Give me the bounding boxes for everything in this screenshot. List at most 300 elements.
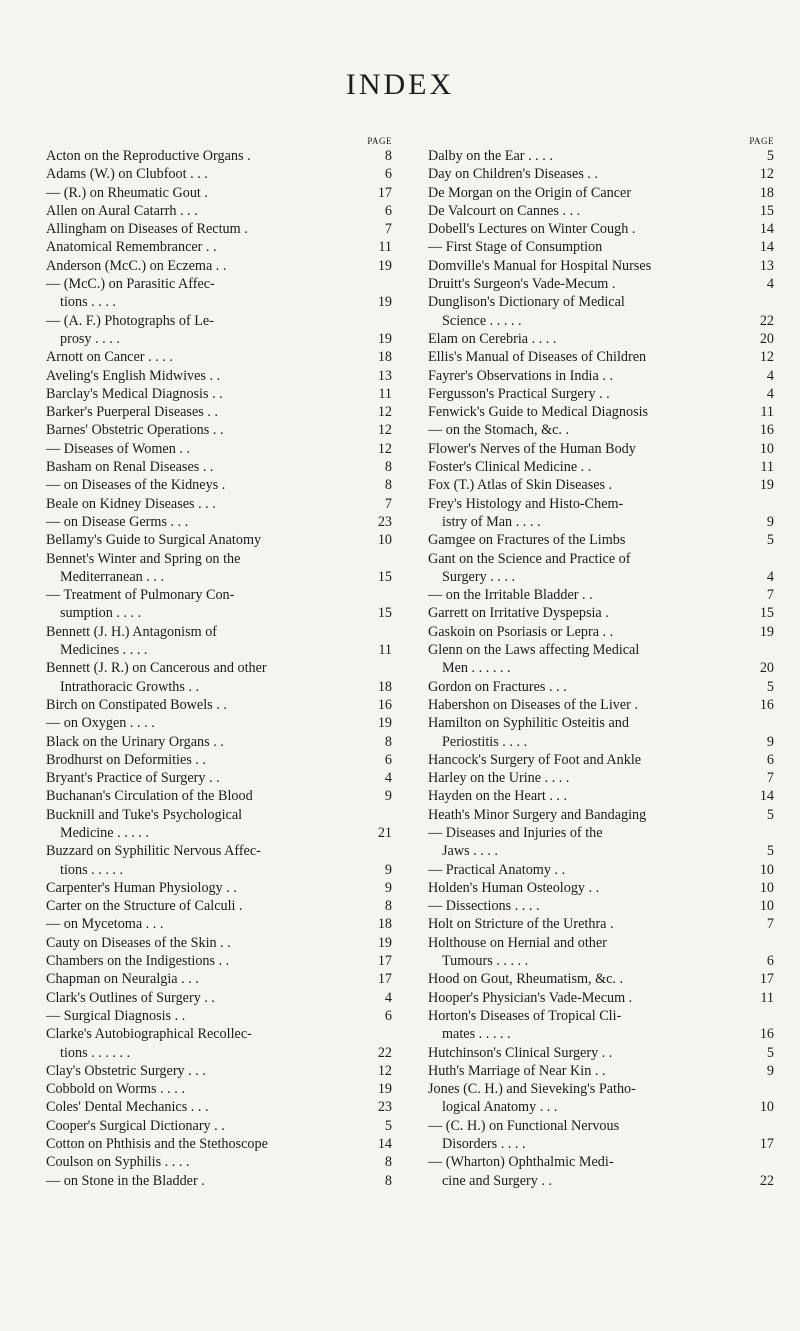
index-entry bbox=[428, 1007, 778, 1025]
index-entry-text: Cobbold on Worms . . . . bbox=[46, 1081, 185, 1098]
index-entry-page: 6 bbox=[384, 1007, 392, 1024]
index-entry-page: 6 bbox=[766, 751, 774, 768]
index-entry bbox=[428, 586, 778, 604]
index-entry bbox=[428, 1153, 778, 1171]
index-entry-text: Black on the Urinary Organs . . bbox=[46, 733, 224, 750]
index-entry-text: Cotton on Phthisis and the Stethoscope bbox=[46, 1136, 268, 1153]
index-entry-page: 16 bbox=[377, 696, 392, 713]
index-entry bbox=[428, 641, 778, 659]
index-entry bbox=[46, 989, 396, 1007]
index-entry-text: Habershon on Diseases of the Liver . bbox=[428, 696, 638, 713]
index-column-left bbox=[46, 135, 396, 1190]
index-entry-text: Fenwick's Guide to Medical Diagnosis bbox=[428, 404, 649, 421]
index-entry-text: Bucknill and Tuke's Psychological bbox=[46, 806, 243, 823]
index-entry bbox=[428, 952, 778, 970]
index-entry bbox=[428, 550, 778, 568]
index-entry-text: Chambers on the Indigestions . . bbox=[46, 953, 230, 970]
index-entry bbox=[428, 330, 778, 348]
index-entry-page: 17 bbox=[377, 184, 392, 201]
index-entry-text: Carter on the Structure of Calculi . bbox=[46, 898, 243, 915]
index-entry bbox=[46, 531, 396, 549]
index-entry-page: 19 bbox=[759, 623, 774, 640]
index-entry-page: 22 bbox=[759, 1172, 774, 1189]
index-entry bbox=[428, 495, 778, 513]
index-entry bbox=[46, 1007, 396, 1025]
index-entry bbox=[46, 165, 396, 183]
index-entry bbox=[46, 257, 396, 275]
index-entry-page: 12 bbox=[377, 404, 392, 421]
index-entry-text: prosy . . . . bbox=[60, 330, 120, 347]
index-entry-text: Elam on Cerebria . . . . bbox=[428, 330, 557, 347]
index-entry-page: 7 bbox=[766, 587, 774, 604]
index-entry bbox=[428, 184, 778, 202]
index-entry-page: 5 bbox=[384, 1117, 392, 1134]
index-entry-page: 9 bbox=[766, 513, 774, 530]
index-entry-page: 15 bbox=[759, 202, 774, 219]
index-entry-text: Flower's Nerves of the Human Body bbox=[428, 440, 636, 457]
index-entry-text: — Treatment of Pulmonary Con- bbox=[46, 587, 235, 604]
index-entry-page: 8 bbox=[384, 1172, 392, 1189]
index-entry-text: Science . . . . . bbox=[442, 312, 522, 329]
index-entry-page: 14 bbox=[759, 221, 774, 238]
index-entry bbox=[428, 1172, 778, 1190]
index-entry-page: 6 bbox=[384, 166, 392, 183]
index-entry-page: 19 bbox=[377, 294, 392, 311]
index-entry-page: 18 bbox=[377, 349, 392, 366]
index-entry-page: 12 bbox=[759, 166, 774, 183]
index-entry-page: 9 bbox=[384, 788, 392, 805]
index-entry-text: Barker's Puerperal Diseases . . bbox=[46, 404, 218, 421]
index-entry bbox=[428, 769, 778, 787]
index-entry-page: 8 bbox=[384, 459, 392, 476]
index-entry bbox=[46, 678, 396, 696]
index-entry-text: Cauty on Diseases of the Skin . . bbox=[46, 934, 231, 951]
index-entry-page: 5 bbox=[766, 843, 774, 860]
index-entry-text: mates . . . . . bbox=[442, 1026, 511, 1043]
index-entry-text: Basham on Renal Diseases . . bbox=[46, 459, 214, 476]
index-entry bbox=[428, 293, 778, 311]
index-entry-text: Intrathoracic Growths . . bbox=[60, 678, 200, 695]
index-entry-text: Holden's Human Osteology . . bbox=[428, 879, 600, 896]
index-entry-text: tions . . . . . . bbox=[60, 1044, 131, 1061]
index-entry-page: 10 bbox=[759, 861, 774, 878]
index-entry bbox=[46, 293, 396, 311]
index-entry-text: Hood on Gout, Rheumatism, &c. . bbox=[428, 971, 624, 988]
index-entry-page: 16 bbox=[759, 1026, 774, 1043]
index-entry-page: 11 bbox=[760, 404, 774, 421]
index-entry bbox=[46, 733, 396, 751]
index-entry bbox=[428, 257, 778, 275]
index-entry-text: Arnott on Cancer . . . . bbox=[46, 349, 173, 366]
index-entry-page: 11 bbox=[760, 989, 774, 1006]
index-entry-text: Acton on the Reproductive Organs . bbox=[46, 148, 251, 164]
index-entry bbox=[46, 1117, 396, 1135]
index-entry-text: De Valcourt on Cannes . . . bbox=[428, 202, 581, 219]
index-entry-text: Buzzard on Syphilitic Nervous Affec- bbox=[46, 843, 261, 860]
index-entry bbox=[46, 934, 396, 952]
index-entry-text: — on Stone in the Bladder . bbox=[46, 1172, 205, 1189]
index-entry-text: Bellamy's Guide to Surgical Anatomy bbox=[46, 532, 262, 549]
index-entry-text: Bryant's Practice of Surgery . . bbox=[46, 770, 220, 787]
index-entry-page: 20 bbox=[759, 660, 774, 677]
index-entry bbox=[428, 458, 778, 476]
index-entry bbox=[46, 495, 396, 513]
index-entry-text: — on the Irritable Bladder . . bbox=[428, 587, 593, 604]
index-entry-text: tions . . . . . bbox=[60, 861, 124, 878]
index-entry-page: 15 bbox=[377, 568, 392, 585]
index-entry bbox=[428, 421, 778, 439]
index-entry-text: Cooper's Surgical Dictionary . . bbox=[46, 1117, 225, 1134]
index-entry bbox=[46, 348, 396, 366]
index-entry bbox=[46, 202, 396, 220]
index-entry-text: Periostitis . . . . bbox=[442, 733, 528, 750]
index-entry-page: 15 bbox=[759, 605, 774, 622]
index-entry bbox=[428, 476, 778, 494]
index-entry-text: — on Oxygen . . . . bbox=[46, 715, 155, 732]
index-entry-page: 5 bbox=[766, 678, 774, 695]
index-entry bbox=[428, 604, 778, 622]
index-entry-text: — on Diseases of the Kidneys . bbox=[46, 477, 226, 494]
index-entry bbox=[428, 202, 778, 220]
index-entry bbox=[46, 184, 396, 202]
index-entry bbox=[428, 806, 778, 824]
index-entry-text: Gordon on Fractures . . . bbox=[428, 678, 567, 695]
index-entry-page: 11 bbox=[760, 459, 774, 476]
index-entry-text: istry of Man . . . . bbox=[442, 513, 541, 530]
index-entry-text: — (Wharton) Ophthalmic Medi- bbox=[428, 1154, 614, 1171]
index-entry bbox=[428, 385, 778, 403]
index-entry-page: 17 bbox=[759, 1136, 774, 1153]
index-entry-page: 7 bbox=[384, 221, 392, 238]
index-entry bbox=[46, 897, 396, 915]
index-entry bbox=[46, 312, 396, 330]
index-entry-page: 6 bbox=[384, 751, 392, 768]
index-entry-page: 11 bbox=[378, 642, 392, 659]
index-entry-page: 22 bbox=[759, 312, 774, 329]
index-entry-text: Medicines . . . . bbox=[60, 642, 148, 659]
index-entry-page: 6 bbox=[766, 953, 774, 970]
index-entry-page: 8 bbox=[384, 1154, 392, 1171]
index-entry bbox=[428, 348, 778, 366]
index-entry-page: 4 bbox=[766, 385, 774, 402]
index-entry-page: 16 bbox=[759, 422, 774, 439]
index-entry-text: — Diseases and Injuries of the bbox=[428, 824, 603, 841]
index-entry bbox=[46, 1025, 396, 1043]
index-entry bbox=[428, 1062, 778, 1080]
index-entry-page: 9 bbox=[384, 861, 392, 878]
index-entry-text: — Diseases of Women . . bbox=[46, 440, 190, 457]
index-entry bbox=[46, 1044, 396, 1062]
index-entry bbox=[46, 220, 396, 238]
index-entry-page: 9 bbox=[766, 733, 774, 750]
index-entry-text: — (A. F.) Photographs of Le- bbox=[46, 312, 214, 329]
index-entry-text: — Practical Anatomy . . bbox=[428, 861, 566, 878]
index-entry-text: — First Stage of Consumption bbox=[428, 239, 603, 256]
index-entry bbox=[428, 147, 778, 165]
index-entry-text: — (McC.) on Parasitic Affec- bbox=[46, 276, 215, 293]
index-entry bbox=[428, 220, 778, 238]
index-entry bbox=[46, 696, 396, 714]
index-entry bbox=[428, 1117, 778, 1135]
index-entry-page: 5 bbox=[766, 806, 774, 823]
index-entry bbox=[46, 861, 396, 879]
index-entry bbox=[46, 440, 396, 458]
index-entry-text: Adams (W.) on Clubfoot . . . bbox=[46, 166, 208, 183]
index-entry bbox=[428, 275, 778, 293]
index-entry bbox=[46, 714, 396, 732]
index-entry bbox=[428, 897, 778, 915]
index-entry-text: sumption . . . . bbox=[60, 605, 142, 622]
index-entry-page: 4 bbox=[384, 770, 392, 787]
index-entry-text: Bennett (J. R.) on Cancerous and other bbox=[46, 660, 267, 677]
index-entry bbox=[428, 623, 778, 641]
index-entry-text: Day on Children's Diseases . . bbox=[428, 166, 599, 183]
index-entry-page: 8 bbox=[384, 148, 392, 164]
index-entry bbox=[46, 769, 396, 787]
index-entry bbox=[46, 824, 396, 842]
index-entry-text: Jaws . . . . bbox=[442, 843, 498, 860]
index-entry-text: Surgery . . . . bbox=[442, 568, 516, 585]
index-entry-page: 8 bbox=[384, 733, 392, 750]
index-entry bbox=[428, 678, 778, 696]
index-entry-text: Hamilton on Syphilitic Osteitis and bbox=[428, 715, 629, 732]
index-entry bbox=[428, 714, 778, 732]
index-entry-page: 20 bbox=[759, 330, 774, 347]
index-entry-text: — Surgical Diagnosis . . bbox=[46, 1007, 186, 1024]
index-entry-page: 17 bbox=[377, 971, 392, 988]
index-entry-text: De Morgan on the Origin of Cancer bbox=[428, 184, 632, 201]
index-entry-text: Holthouse on Hernial and other bbox=[428, 934, 607, 951]
index-entry-page: 8 bbox=[384, 477, 392, 494]
index-entry bbox=[46, 1153, 396, 1171]
index-entry bbox=[428, 751, 778, 769]
index-entry-text: Huth's Marriage of Near Kin . . bbox=[428, 1062, 606, 1079]
index-entry-text: logical Anatomy . . . bbox=[442, 1099, 558, 1116]
index-entry-page: 13 bbox=[377, 367, 392, 384]
index-entry-text: — (R.) on Rheumatic Gout . bbox=[46, 184, 208, 201]
index-entry-page: 13 bbox=[759, 257, 774, 274]
index-entry-text: Ellis's Manual of Diseases of Children bbox=[428, 349, 647, 366]
index-entry-page: 4 bbox=[766, 367, 774, 384]
index-entry-page: 7 bbox=[384, 495, 392, 512]
index-entry-text: Coulson on Syphilis . . . . bbox=[46, 1154, 190, 1171]
index-entry-page: 10 bbox=[759, 898, 774, 915]
index-entry bbox=[428, 1044, 778, 1062]
index-entry bbox=[428, 1098, 778, 1116]
index-entry-text: Hayden on the Heart . . . bbox=[428, 788, 568, 805]
index-entry-text: Clay's Obstetric Surgery . . . bbox=[46, 1062, 206, 1079]
index-entry bbox=[46, 641, 396, 659]
index-entry-text: tions . . . . bbox=[60, 294, 116, 311]
index-entry-text: — on the Stomach, &c. . bbox=[428, 422, 570, 439]
index-entry-text: Brodhurst on Deformities . . bbox=[46, 751, 206, 768]
index-entry bbox=[46, 1172, 396, 1190]
index-entry-page: 23 bbox=[377, 1099, 392, 1116]
index-entry-text: Gant on the Science and Practice of bbox=[428, 550, 631, 567]
index-entry-text: Gaskoin on Psoriasis or Lepra . . bbox=[428, 623, 614, 640]
index-entry bbox=[46, 330, 396, 348]
index-entry-page: 4 bbox=[766, 276, 774, 293]
index-entry-text: Men . . . . . . bbox=[442, 660, 511, 677]
index-entry bbox=[428, 861, 778, 879]
index-entry bbox=[46, 659, 396, 677]
index-entry-text: Chapman on Neuralgia . . . bbox=[46, 971, 199, 988]
index-entry-page: 11 bbox=[378, 385, 392, 402]
index-entry-text: Allingham on Diseases of Rectum . bbox=[46, 221, 248, 238]
index-entry bbox=[428, 696, 778, 714]
index-entry-text: — on Mycetoma . . . bbox=[46, 916, 164, 933]
index-entry bbox=[46, 751, 396, 769]
index-entry-text: Fayrer's Observations in India . . bbox=[428, 367, 613, 384]
index-entry-page: 9 bbox=[766, 1062, 774, 1079]
index-entry-page: 11 bbox=[378, 239, 392, 256]
index-entry-page: 12 bbox=[377, 440, 392, 457]
index-entry-text: Holt on Stricture of the Urethra . bbox=[428, 916, 614, 933]
index-entry-text: Carpenter's Human Physiology . . bbox=[46, 879, 237, 896]
index-entry-text: Beale on Kidney Diseases . . . bbox=[46, 495, 216, 512]
index-entry-text: cine and Surgery . . bbox=[442, 1172, 553, 1189]
index-entry-text: Hutchinson's Clinical Surgery . . bbox=[428, 1044, 613, 1061]
index-entry-text: Dobell's Lectures on Winter Cough . bbox=[428, 221, 636, 238]
index-entry bbox=[46, 787, 396, 805]
index-entry-text: Coles' Dental Mechanics . . . bbox=[46, 1099, 209, 1116]
index-entry bbox=[46, 1080, 396, 1098]
index-entry-page: 14 bbox=[377, 1136, 392, 1153]
index-entry bbox=[428, 513, 778, 531]
index-entry bbox=[428, 970, 778, 988]
index-entry bbox=[46, 1062, 396, 1080]
index-list-left bbox=[46, 147, 396, 1190]
index-entry-page: 19 bbox=[377, 330, 392, 347]
index-entry-page: 7 bbox=[766, 916, 774, 933]
index-entry-page: 19 bbox=[377, 934, 392, 951]
index-entry bbox=[46, 623, 396, 641]
index-entry-text: Barclay's Medical Diagnosis . . bbox=[46, 385, 223, 402]
index-entry bbox=[428, 1025, 778, 1043]
index-entry bbox=[428, 915, 778, 933]
index-entry-page: 19 bbox=[377, 715, 392, 732]
index-entry bbox=[46, 513, 396, 531]
index-entry bbox=[428, 787, 778, 805]
index-entry-text: Buchanan's Circulation of the Blood bbox=[46, 788, 253, 805]
index-entry-page: 7 bbox=[766, 770, 774, 787]
index-entry bbox=[428, 824, 778, 842]
index-entry-text: Fox (T.) Atlas of Skin Diseases . bbox=[428, 477, 613, 494]
index-entry bbox=[428, 1135, 778, 1153]
index-entry-page: 14 bbox=[759, 788, 774, 805]
index-entry-page: 6 bbox=[384, 202, 392, 219]
index-entry-page: 14 bbox=[759, 239, 774, 256]
index-entry-text: Barnes' Obstetric Operations . . bbox=[46, 422, 224, 439]
index-entry-text: Hancock's Surgery of Foot and Ankle bbox=[428, 751, 642, 768]
index-entry bbox=[428, 403, 778, 421]
index-entry-page: 4 bbox=[766, 568, 774, 585]
index-entry bbox=[46, 147, 396, 165]
index-entry-page: 10 bbox=[759, 879, 774, 896]
index-entry-text: Tumours . . . . . bbox=[442, 953, 529, 970]
index-entry-page: 19 bbox=[377, 1081, 392, 1098]
index-entry bbox=[46, 586, 396, 604]
index-entry-text: — on Disease Germs . . . bbox=[46, 513, 189, 530]
index-entry-page: 9 bbox=[384, 879, 392, 896]
index-entry bbox=[46, 842, 396, 860]
index-entry bbox=[46, 604, 396, 622]
index-entry bbox=[46, 421, 396, 439]
index-entry-page: 22 bbox=[377, 1044, 392, 1061]
index-entry-page: 21 bbox=[377, 824, 392, 841]
page-title: INDEX bbox=[345, 68, 455, 101]
index-entry-text: Fergusson's Practical Surgery . . bbox=[428, 385, 610, 402]
index-entry bbox=[46, 238, 396, 256]
index-entry-text: Birch on Constipated Bowels . . bbox=[46, 696, 227, 713]
index-entry-text: Jones (C. H.) and Sieveking's Patho- bbox=[428, 1081, 636, 1098]
index-list-right bbox=[428, 147, 778, 1190]
index-entry bbox=[428, 989, 778, 1007]
index-entry bbox=[46, 806, 396, 824]
index-entry bbox=[428, 531, 778, 549]
index-entry bbox=[428, 312, 778, 330]
index-entry bbox=[46, 915, 396, 933]
index-entry-page: 5 bbox=[766, 532, 774, 549]
index-entry bbox=[46, 879, 396, 897]
index-entry-page: 19 bbox=[759, 477, 774, 494]
index-entry bbox=[46, 550, 396, 568]
index-entry bbox=[428, 733, 778, 751]
index-entry-page: 15 bbox=[377, 605, 392, 622]
index-entry-page: 17 bbox=[377, 953, 392, 970]
index-entry-text: Dunglison's Dictionary of Medical bbox=[428, 294, 625, 311]
index-entry-page: 18 bbox=[377, 678, 392, 695]
index-entry-text: Medicine . . . . . bbox=[60, 824, 150, 841]
index-entry bbox=[428, 1080, 778, 1098]
index-entry-text: Dalby on the Ear . . . . bbox=[428, 148, 553, 164]
index-entry-text: Garrett on Irritative Dyspepsia . bbox=[428, 605, 609, 622]
index-entry-text: Aveling's English Midwives . . bbox=[46, 367, 221, 384]
index-entry bbox=[428, 568, 778, 586]
index-entry bbox=[46, 458, 396, 476]
index-entry-text: — Dissections . . . . bbox=[428, 898, 540, 915]
index-entry-text: Domville's Manual for Hospital Nurses bbox=[428, 257, 652, 274]
index-entry-page: 12 bbox=[377, 422, 392, 439]
index-entry-text: Disorders . . . . bbox=[442, 1136, 526, 1153]
index-entry-page: 18 bbox=[377, 916, 392, 933]
index-entry-text: Glenn on the Laws affecting Medical bbox=[428, 642, 640, 659]
index-entry-text: Heath's Minor Surgery and Bandaging bbox=[428, 806, 647, 823]
index-entry-page: 10 bbox=[759, 440, 774, 457]
index-entry-text: Bennett (J. H.) Antagonism of bbox=[46, 623, 218, 640]
index-entry bbox=[46, 385, 396, 403]
index-entry-page: 23 bbox=[377, 513, 392, 530]
page-column-header: PAGE bbox=[749, 136, 774, 146]
index-entry-page: 8 bbox=[384, 898, 392, 915]
index-entry-text: Horton's Diseases of Tropical Cli- bbox=[428, 1007, 622, 1024]
index-entry-text: Allen on Aural Catarrh . . . bbox=[46, 202, 198, 219]
index-entry-text: Frey's Histology and Histo-Chem- bbox=[428, 495, 624, 512]
index-entry-text: Anderson (McC.) on Eczema . . bbox=[46, 257, 227, 274]
index-entry bbox=[428, 440, 778, 458]
index-entry-text: Clark's Outlines of Surgery . . bbox=[46, 989, 215, 1006]
index-entry bbox=[46, 403, 396, 421]
index-entry-page: 10 bbox=[377, 532, 392, 549]
index-entry bbox=[428, 367, 778, 385]
index-entry bbox=[428, 879, 778, 897]
index-entry-page: 18 bbox=[759, 184, 774, 201]
index-entry bbox=[46, 275, 396, 293]
index-entry bbox=[46, 367, 396, 385]
index-entry-text: Hooper's Physician's Vade-Mecum . bbox=[428, 989, 633, 1006]
index-entry bbox=[46, 1098, 396, 1116]
page-column-header: PAGE bbox=[367, 136, 392, 146]
